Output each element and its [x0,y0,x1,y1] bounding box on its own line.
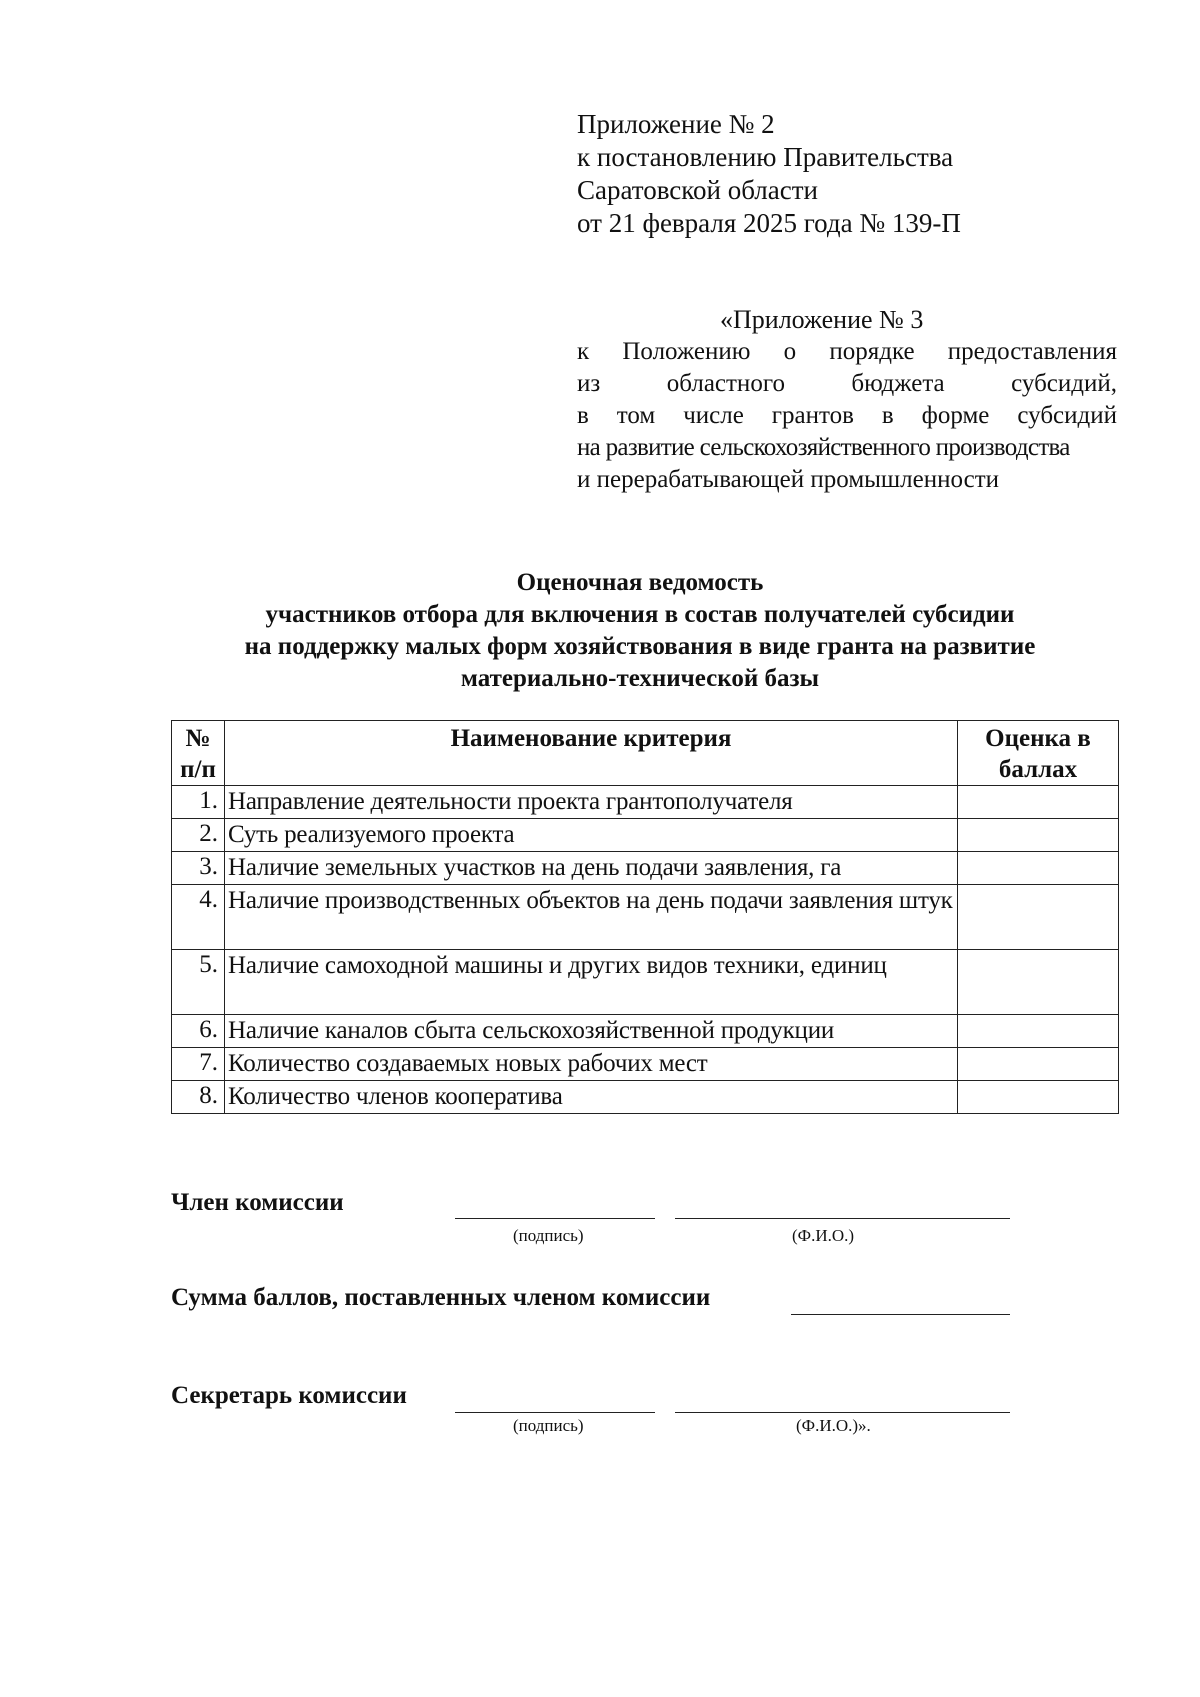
row-score-cell[interactable] [958,1048,1119,1081]
table-row [172,950,1119,1015]
title-line: на поддержку малых форм хозяйствования в виде гранта на развитие [244,633,1036,660]
row-criterion: Направление деятельности проекта грантополучателя [225,786,958,819]
appendix-line: в том числе грантов в форме субсидий [577,402,1117,429]
title-line: Оценочная ведомость [516,569,764,596]
appendix-3-title: «Приложение № 3 [720,305,924,334]
row-score-cell[interactable] [958,786,1119,819]
appendix-line: от 21 февраля 2025 года № 139-П [577,208,961,238]
row-num: 4. [172,885,225,950]
row-num: 6. [172,1015,225,1048]
secretary-signature-line[interactable] [455,1412,655,1413]
header-name: Наименование критерия [225,721,958,786]
table-row [172,819,1119,852]
row-num: 2. [172,819,225,852]
row-criterion: Наличие самоходной машины и других видов техники, единиц [225,950,958,1015]
table-row [172,1048,1119,1081]
sum-line[interactable] [791,1314,1010,1315]
table-row [172,786,1119,819]
header-score: Оценка в баллах [958,721,1119,786]
secretary-label: Секретарь комиссии [171,1382,407,1409]
appendix-line: и перерабатывающей промышленности [577,466,1000,493]
table-row [172,852,1119,885]
title-line: материально-технической базы [460,665,820,692]
row-score-cell[interactable] [958,819,1119,852]
table-header-row [172,721,1119,786]
sum-label: Сумма баллов, поставленных членом комиссии [171,1284,711,1311]
row-criterion: Наличие земельных участков на день подачи заявления, га [225,852,958,885]
table-row [172,1081,1119,1114]
row-num: 5. [172,950,225,1015]
row-criterion: Наличие производственных объектов на день подачи заявления штук [225,885,958,950]
row-num: 1. [172,786,225,819]
secretary-fio-line[interactable] [675,1412,1010,1413]
row-num: 3. [172,852,225,885]
appendix-line: Саратовской области [577,175,818,205]
row-score-cell[interactable] [958,950,1119,1015]
signature-caption: (подпись) [513,1226,584,1245]
member-signature-line[interactable] [455,1218,655,1219]
appendix-line: к Положению о порядке предоставления [577,338,1117,365]
row-criterion: Суть реализуемого проекта [225,819,958,852]
appendix-line: на развитие сельскохозяйственного производства [577,434,1070,461]
fio-caption-end: (Ф.И.О.)». [796,1416,871,1435]
appendix-line: к постановлению Правительства [577,142,954,172]
document-title [160,567,1120,695]
criteria-table [171,720,1119,1114]
appendix-2-header [577,108,1097,240]
member-label: Член комиссии [171,1189,344,1216]
row-score-cell[interactable] [958,1015,1119,1048]
row-num: 7. [172,1048,225,1081]
table-row [172,885,1119,950]
table-row [172,1015,1119,1048]
row-num: 8. [172,1081,225,1114]
appendix-3-header [577,304,1117,496]
fio-caption: (Ф.И.О.) [792,1226,855,1245]
row-criterion: Количество членов кооператива [225,1081,958,1114]
signature-caption: (подпись) [513,1416,584,1435]
title-line: участников отбора для включения в состав получателей субсидии [265,601,1015,628]
row-criterion: Наличие каналов сбыта сельскохозяйственной продукции [225,1015,958,1048]
appendix-line: Приложение № 2 [577,109,775,139]
member-fio-line[interactable] [675,1218,1010,1219]
row-score-cell[interactable] [958,852,1119,885]
appendix-line: из областного бюджета субсидий, [577,370,1117,397]
row-score-cell[interactable] [958,1081,1119,1114]
row-criterion: Количество создаваемых новых рабочих мест [225,1048,958,1081]
header-num: № п/п [172,721,225,786]
row-score-cell[interactable] [958,885,1119,950]
